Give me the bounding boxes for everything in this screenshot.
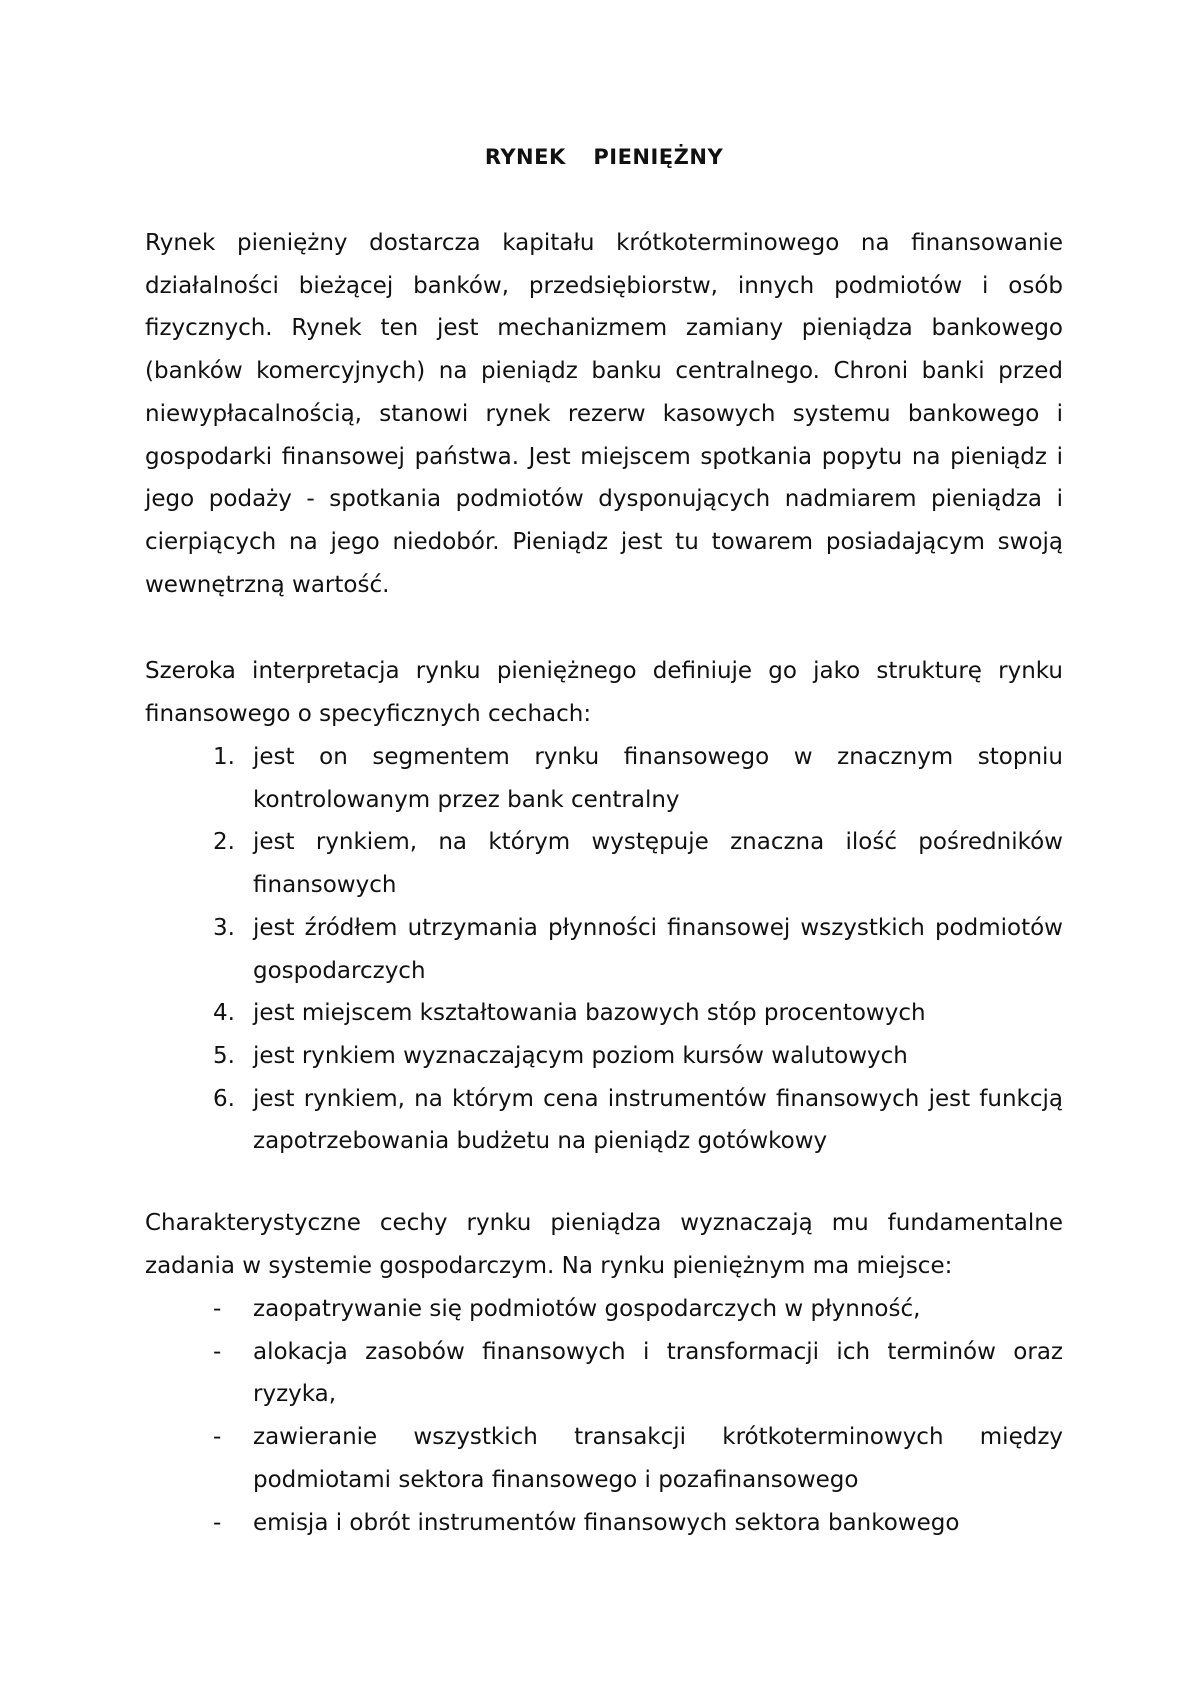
list-item-text: jest miejscem kształtowania bazowych stóp procentowych [253, 1000, 926, 1027]
list-dash: - [213, 1424, 222, 1451]
list-item-text: jest on segmentem rynku finansowego w znacznym stopniu kontrolowanym przez bank centralny [253, 744, 1063, 813]
interpretation-paragraph: Szeroka interpretacja rynku pieniężnego definiuje go jako strukturę rynku finansowego o specyficznych cechach: [145, 658, 1063, 727]
features-numbered-list [145, 736, 1063, 1163]
list-number: 4. [213, 1000, 235, 1027]
list-number: 6. [213, 1085, 235, 1112]
list-item [145, 907, 1063, 992]
list-item-text: jest rynkiem, na którym cena instrumentów finansowych jest funkcją zapotrzebowania budżetu na pieniądz gotówkowy [253, 1085, 1063, 1155]
list-dash: - [213, 1296, 222, 1322]
list-item [145, 1416, 1063, 1501]
list-item-text: alokacja zasobów finansowych i transformacji ich terminów oraz ryzyka, [253, 1338, 1063, 1408]
list-dash: - [213, 1338, 222, 1365]
list-item [145, 1502, 1063, 1545]
list-item [145, 736, 1063, 821]
list-item [145, 821, 1063, 906]
list-item-text: jest źródłem utrzymania płynności finansowej wszystkich podmiotów gospodarczych [253, 914, 1063, 984]
list-item-text: jest rynkiem, na którym występuje znaczna ilość pośredników finansowych [253, 829, 1063, 899]
list-item [145, 1288, 1063, 1331]
document-title: RYNEK PIENIĘŻNY [484, 145, 724, 169]
intro-paragraph: Rynek pieniężny dostarcza kapitału krótkoterminowego na finansowanie działalności bieżącej banków, przedsiębiorstw, innych podmiotów i osób fizycznych. Rynek ten jest mechanizmem zamiany pieniądza bankowego (banków komercyjnych) na pieniądz banku centralnego. Chroni banki przed niewypłacalnością, stanowi rynek rezerw kasowych systemu bankowego i gospodarki finansowej państwa. Jest miejscem spotkania popytu na pieniądz i jego podaży - spotkania podmiotów dysponujących nadmiarem pieniądza i cierpiących na jego niedobór. Pieniądz jest tu towarem posiadającym swoją wewnętrzną wartość. [145, 230, 1063, 598]
list-item-text: emisja i obrót instrumentów finansowych sektora bankowego [253, 1509, 960, 1536]
list-item [145, 1331, 1063, 1416]
list-number: 2. [213, 829, 235, 856]
list-item [145, 1035, 1063, 1078]
list-item-text: jest rynkiem wyznaczającym poziom kursów walutowych [253, 1042, 908, 1069]
list-dash: - [213, 1509, 222, 1536]
list-item-text: zaopatrywanie się podmiotów gospodarczych w płynność, [253, 1296, 921, 1322]
list-item [145, 992, 1063, 1035]
tasks-bullet-list [145, 1288, 1063, 1544]
tasks-paragraph: Charakterystyczne cechy rynku pieniądza wyznaczają mu fundamentalne zadania w systemie gospodarczym. Na rynku pieniężnym ma miejsce: [145, 1210, 1063, 1279]
list-item [145, 1078, 1063, 1163]
list-number: 3. [213, 914, 235, 941]
list-number: 5. [213, 1042, 235, 1069]
list-item-text: zawieranie wszystkich transakcji krótkoterminowych między podmiotami sektora finansowego i pozafinansowego [253, 1424, 1063, 1493]
list-number: 1. [213, 744, 235, 770]
